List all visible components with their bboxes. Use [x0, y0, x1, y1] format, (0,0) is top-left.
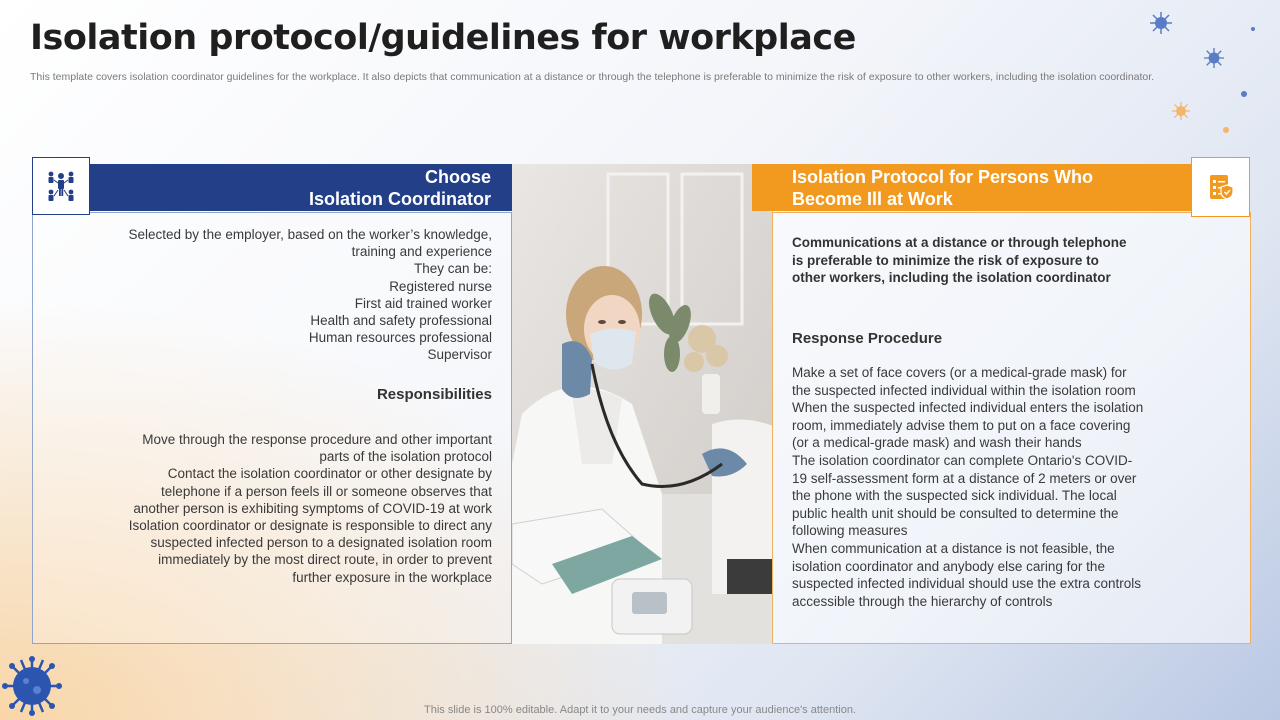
responsibility-line: Move through the response procedure and other important [142, 432, 492, 447]
doctor-with-stethoscope-photo [512, 164, 773, 644]
response-line: suspected infected individual should use the extra controls [792, 576, 1141, 592]
responsibility-line: suspected infected person to a designated isolation room [150, 535, 492, 551]
response-line: Make a set of face covers (or a medical-grade mask) for [792, 365, 1127, 380]
responsibility-line: Isolation coordinator or designate is responsible to direct any [128, 518, 492, 534]
response-line: room, immediately advise them to put on a face covering [792, 417, 1131, 433]
response-line: public health unit should be consulted to determine the [792, 505, 1119, 521]
communication-line: is preferable to minimize the risk of exposure to [792, 252, 1099, 268]
footer-note: This slide is 100% editable. Adapt it to your needs and capture your audience's attention. [424, 704, 856, 716]
intro-line: Health and safety professional [310, 313, 492, 329]
right-panel-header [752, 164, 1191, 211]
response-line: following measures [792, 523, 908, 539]
communication-line: other workers, including the isolation coordinator [792, 270, 1111, 285]
response-line: isolation coordinator and anybody else caring for the [792, 558, 1105, 574]
responsibility-line: Contact the isolation coordinator or other designate by [167, 466, 492, 482]
intro-line: Supervisor [427, 347, 492, 363]
responsibility-line: another person is exhibiting symptoms of COVID-19 at work [133, 500, 492, 516]
responsibility-line: parts of the isolation protocol [319, 449, 492, 465]
right-header-line2: Become Ill at Work [792, 188, 953, 209]
response-line: the phone with the suspected sick individual. The local [792, 488, 1117, 504]
coordinator-description [60, 226, 492, 364]
intro-line: Selected by the employer, based on the worker’s knowledge, [128, 227, 492, 242]
responsibility-line: further exposure in the workplace [292, 569, 492, 585]
responsibilities-text [60, 431, 492, 586]
intro-line: Human resources professional [308, 330, 492, 346]
response-line: accessible through the hierarchy of controls [792, 593, 1053, 609]
document-shield-icon [1191, 157, 1250, 217]
right-header-line1: Isolation Protocol for Persons Who [792, 166, 1094, 187]
communication-statement [792, 234, 1232, 287]
intro-line: training and experience [351, 244, 492, 260]
page-title: Isolation protocol/guidelines for workplace [30, 18, 856, 58]
intro-line: Registered nurse [389, 278, 492, 294]
left-header-line1: Choose [424, 166, 491, 187]
intro-line: They can be: [413, 261, 492, 277]
responsibilities-title: Responsibilities [376, 386, 492, 403]
virus-dot-small [1250, 26, 1256, 32]
left-panel-header [90, 164, 532, 211]
communication-line: Communications at a distance or through telephone [792, 235, 1127, 250]
people-team-icon [32, 157, 90, 215]
response-procedure-text [792, 364, 1232, 610]
response-line: When communication at a distance is not feasible, the [792, 540, 1115, 556]
virus-dot-orange [1222, 126, 1230, 134]
virus-dot [1240, 90, 1248, 98]
response-line: the suspected infected individual within the isolation room [792, 382, 1136, 398]
intro-line: First aid trained worker [354, 295, 492, 311]
response-line: When the suspected infected individual enters the isolation [792, 400, 1144, 416]
virus-icon-orange [1172, 102, 1190, 120]
page-subtitle: This template covers isolation coordinator guidelines for the workplace. It also depicts that communication at a distance or through the telephone is preferable to minimize the risk of exposure to other workers, including the isolation coordinator. [30, 71, 1155, 83]
virus-icon-top-right [1150, 12, 1172, 34]
response-line: (or a medical-grade mask) and wash their hands [792, 435, 1082, 451]
response-line: 19 self-assessment form at a distance of 2 meters or over [792, 470, 1137, 486]
responsibility-line: immediately by the most direct route, in order to prevent [158, 552, 492, 568]
responsibility-line: telephone if a person feels ill or someone observes that [161, 483, 492, 499]
virus-icon-right-1 [1204, 48, 1224, 68]
response-procedure-title: Response Procedure [792, 330, 943, 347]
response-line: The isolation coordinator can complete Ontario's COVID- [792, 452, 1133, 468]
left-header-line2: Isolation Coordinator [309, 188, 491, 209]
